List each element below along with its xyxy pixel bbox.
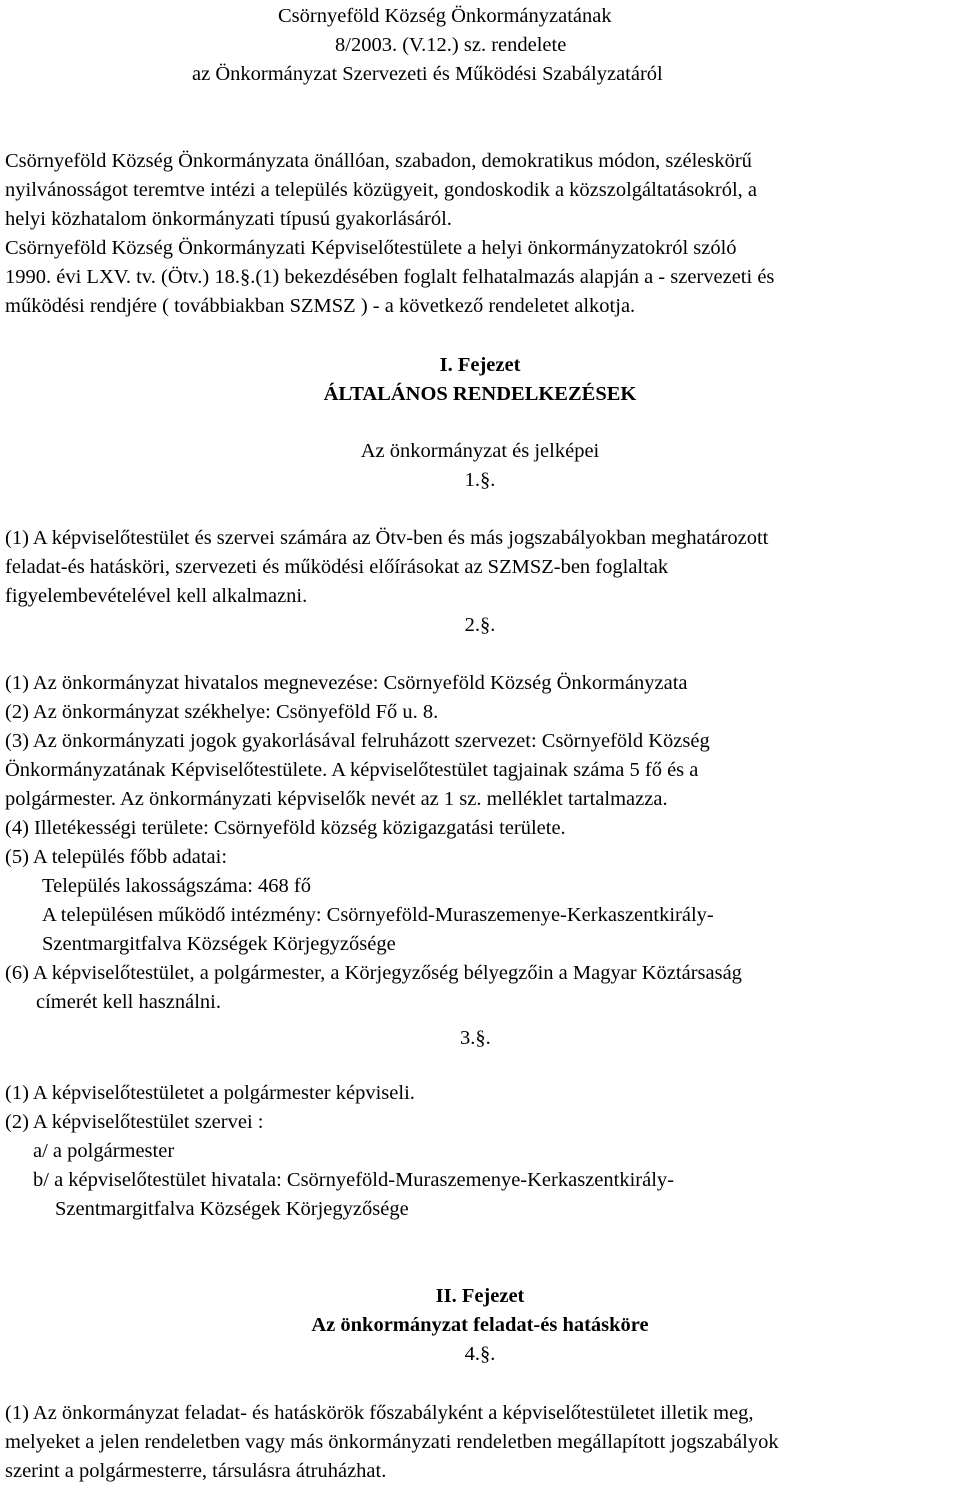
preamble-line: nyilvánosságot teremtve intézi a település közügyeit, gondoskodik a közszolgáltatásokról, a [5,179,758,201]
section-1-line: (1) A képviselőtestület és szervei számára az Ötv-ben és más jogszabályokban meghatározott [5,527,769,549]
section-1-line: feladat-és hatásköri, szervezeti és működési előírásokat az SZMSZ-ben foglaltak [5,556,669,578]
section-2-line: (3) Az önkormányzati jogok gyakorlásával felruházott szervezet: Csörnyeföld Község [5,730,710,752]
section-2-line: A településen működő intézmény: Csörnyeföld-Muraszemenye-Kerkaszentkirály- [42,904,714,926]
section-2-line: Szentmargitfalva Községek Körjegyzősége [42,933,396,955]
preamble-line: 1990. évi LXV. tv. (Ötv.) 18.§.(1) bekezdésében foglalt felhatalmazás alapján a - szervezeti és [5,266,775,288]
section-3-line: Szentmargitfalva Községek Körjegyzősége [55,1198,409,1220]
section-3-line: (1) A képviselőtestületet a polgármester képviseli. [5,1082,415,1104]
section-4-line: (1) Az önkormányzat feladat- és hatáskörök főszabályként a képviselőtestületet illetik meg, [5,1402,754,1424]
section-2-line: (6) A képviselőtestület, a polgármester, a Körjegyzőség bélyegzőin a Magyar Köztársaság [5,962,742,984]
section-3-line: (2) A képviselőtestület szervei : [5,1111,264,1133]
chapter-1-number: I. Fejezet [439,354,521,376]
section-2-number: 2.§. [464,614,496,636]
section-3-line: b/ a képviselőtestület hivatala: Csörnyeföld-Muraszemenye-Kerkaszentkirály- [33,1169,674,1191]
section-3-line: a/ a polgármester [33,1140,175,1162]
chapter-2-number: II. Fejezet [435,1285,525,1307]
section-3-number: 3.§. [460,1027,491,1049]
section-2-line: (1) Az önkormányzat hivatalos megnevezése: Csörnyeföld Község Önkormányzata [5,672,688,694]
section-2-line: Önkormányzatának Képviselőtestülete. A képviselőtestület tagjainak száma 5 fő és a [5,759,699,781]
section-2-line: (5) A település főbb adatai: [5,846,228,868]
preamble-line: helyi közhatalom önkormányzati típusú gyakorlásáról. [5,208,452,230]
preamble-line: működési rendjére ( továbbiakban SZMSZ ) - a következő rendeletet alkotja. [5,295,636,317]
section-4-number: 4.§. [464,1343,496,1365]
section-1-number: 1.§. [464,469,496,491]
chapter-1-title: ÁLTALÁNOS RENDELKEZÉSEK [323,383,637,405]
preamble-line: Csörnyeföld Község Önkormányzata önállóan, szabadon, demokratikus módon, széleskörű [5,150,752,172]
section-1-line: figyelembevételével kell alkalmazni. [5,585,308,607]
chapter-1-subtitle: Az önkormányzat és jelképei [360,440,600,462]
header-line-2: 8/2003. (V.12.) sz. rendelete [335,34,567,56]
header-line-1: Csörnyeföld Község Önkormányzatának [278,5,612,27]
section-2-line: polgármester. Az önkormányzati képviselők nevét az 1 sz. melléklet tartalmazza. [5,788,668,810]
preamble-line: Csörnyeföld Község Önkormányzati Képviselőtestülete a helyi önkormányzatokról szóló [5,237,737,259]
header-line-3: az Önkormányzat Szervezeti és Működési Szabályzatáról [192,63,663,85]
section-4-line: szerint a polgármesterre, társulásra átruházhat. [5,1460,387,1482]
chapter-2-title: Az önkormányzat feladat-és hatásköre [311,1314,649,1336]
section-4-line: melyeket a jelen rendeletben vagy más önkormányzati rendeletben megállapított jogszabályok [5,1431,779,1453]
section-2-line: címerét kell használni. [36,991,221,1013]
section-2-line: (2) Az önkormányzat székhelye: Csönyeföld Fő u. 8. [5,701,439,723]
section-2-line: (4) Illetékességi területe: Csörnyeföld község közigazgatási területe. [5,817,566,839]
section-2-line: Település lakosságszáma: 468 fő [42,875,311,897]
